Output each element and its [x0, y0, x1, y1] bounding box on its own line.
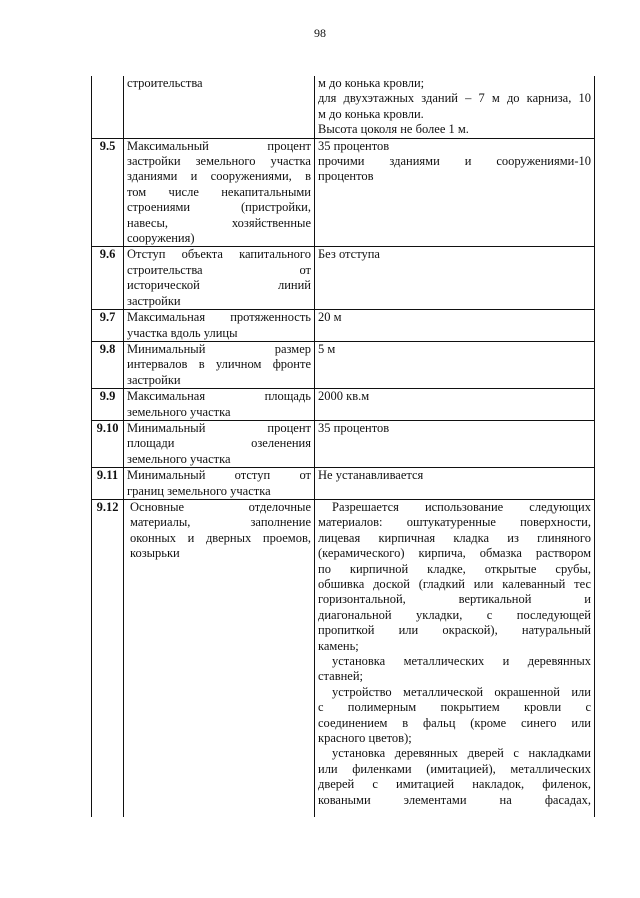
- parameter-name: Минимальный процент площади озеленения земельного участка: [124, 420, 315, 467]
- table-row: [92, 420, 595, 467]
- row-number: 9.5: [92, 138, 124, 247]
- parameter-value: Разрешается использование следующих материалов: оштукатуренные поверхности, лицевая кирпичная кладка из глиняного (керамического) кирпича, обмазка раствором по кирпичной кладке, открытые срубы, обшивка доской (гладкий или калеванный тес горизонтальной, вертикальной и диагональной укладки, с последующей пропиткой или окраской), натуральный камень; установка металлических и деревянных ставней; устройство металлической окрашенной или с полимерным покрытием кровли с соединением в фальц (кроме синего или красного цветов); установка деревянных дверей с накладками или филенками (имитацией), металлических дверей с имитацией накладок, филенок, коваными элементами на фасадах,: [315, 499, 595, 817]
- regulations-table: [91, 76, 595, 817]
- table-row: [92, 247, 595, 310]
- parameter-value: Не устанавливается: [315, 468, 595, 500]
- parameter-name: Максимальная протяженность участка вдоль улицы: [124, 310, 315, 342]
- row-number: 9.9: [92, 389, 124, 421]
- parameter-name: Минимальный размер интервалов в уличном фронте застройки: [124, 341, 315, 388]
- parameter-value: Без отступа: [315, 247, 595, 310]
- parameter-name: Основные отделочные материалы, заполнение оконных и дверных проемов, козырьки: [124, 499, 315, 817]
- row-number: [92, 76, 124, 138]
- parameter-value: 20 м: [315, 310, 595, 342]
- table-row: [92, 389, 595, 421]
- parameter-value: 35 процентов: [315, 420, 595, 467]
- parameter-name: Отступ объекта капитального строительства от исторической линий застройки: [124, 247, 315, 310]
- row-number: 9.10: [92, 420, 124, 467]
- table-row: [92, 341, 595, 388]
- parameter-value: м до конька кровли; для двухэтажных зданий – 7 м до карниза, 10 м до конька кровли. Высота цоколя не более 1 м.: [315, 76, 595, 138]
- parameter-name: Максимальный процент застройки земельного участка зданиями и сооружениями, в том числе некапитальными строениями (пристройки, навесы, хозяйственные сооружения): [124, 138, 315, 247]
- table-row: [92, 76, 595, 138]
- parameter-value: 2000 кв.м: [315, 389, 595, 421]
- parameter-value: 5 м: [315, 341, 595, 388]
- page-number: 98: [314, 26, 326, 40]
- row-number: 9.6: [92, 247, 124, 310]
- table-row: [92, 499, 595, 817]
- table-row: [92, 310, 595, 342]
- parameter-name: строительства: [124, 76, 315, 138]
- parameter-name: Максимальная площадь земельного участка: [124, 389, 315, 421]
- row-number: 9.7: [92, 310, 124, 342]
- parameter-value: 35 процентов прочими зданиями и сооружениями-10 процентов: [315, 138, 595, 247]
- table-row: [92, 138, 595, 247]
- row-number: 9.8: [92, 341, 124, 388]
- parameter-name: Минимальный отступ от границ земельного участка: [124, 468, 315, 500]
- row-number: 9.11: [92, 468, 124, 500]
- table-row: [92, 468, 595, 500]
- row-number: 9.12: [92, 499, 124, 817]
